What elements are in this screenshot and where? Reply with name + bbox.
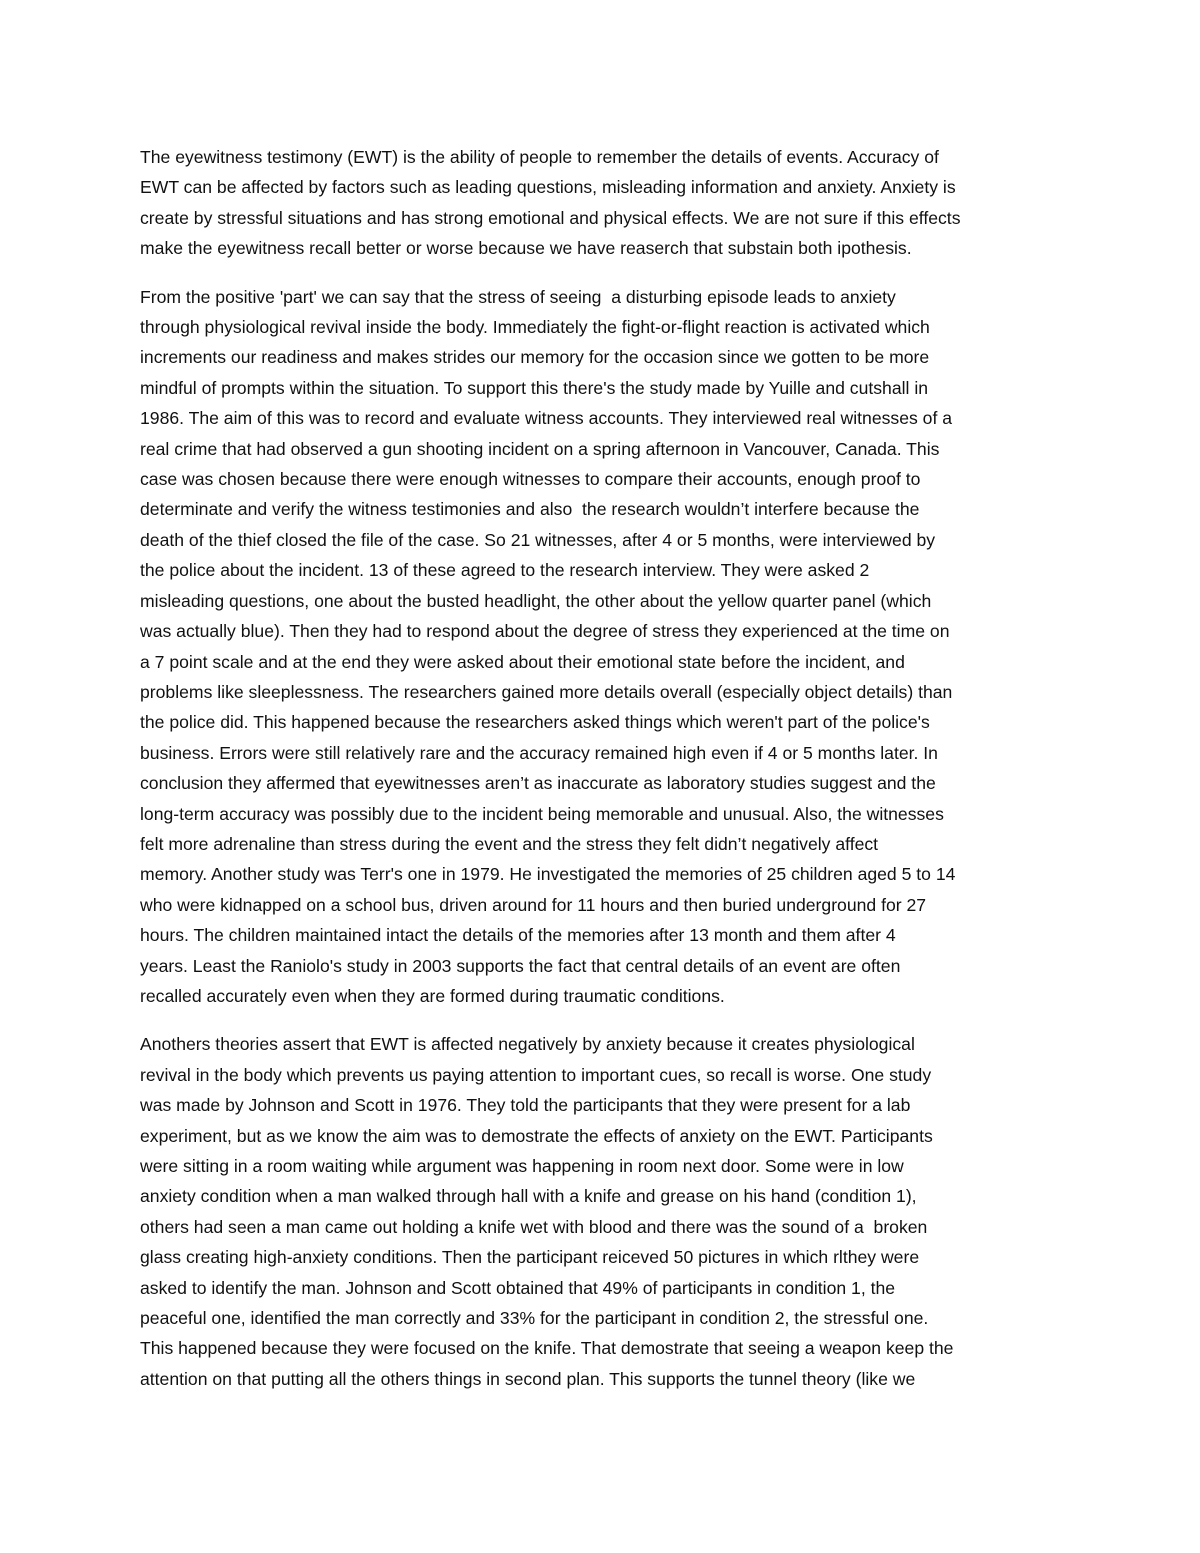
text-line: business. Errors were still relatively rare and the accuracy remained high even if 4 or 5 months later. In — [140, 742, 938, 763]
document-body — [140, 142, 1060, 1412]
paragraph — [140, 142, 1060, 264]
text-line: From the positive 'part' we can say that the stress of seeing a disturbing episode leads to anxiety — [140, 286, 896, 307]
text-line: create by stressful situations and has strong emotional and physical effects. We are not sure if this effects — [140, 207, 961, 228]
text-line: determinate and verify the witness testimonies and also the research wouldn’t interfere because the — [140, 499, 920, 520]
text-line: conclusion they affermed that eyewitnesses aren’t as inaccurate as laboratory studies suggest and the — [140, 773, 936, 794]
text-line: were sitting in a room waiting while argument was happening in room next door. Some were in low — [140, 1156, 904, 1176]
text-line: revival in the body which prevents us paying attention to important cues, so recall is worse. One study — [140, 1064, 932, 1085]
text-line: make the eyewitness recall better or worse because we have reaserch that substain both ipothesis. — [140, 238, 912, 259]
text-line: hours. The children maintained intact the details of the memories after 13 month and them after 4 — [140, 925, 896, 946]
text-line: misleading questions, one about the busted headlight, the other about the yellow quarter panel (which — [140, 590, 932, 611]
text-line: experiment, but as we know the aim was to demostrate the effects of anxiety on the EWT. Participants — [140, 1125, 933, 1146]
text-line: felt more adrenaline than stress during the event and the stress they felt didn’t negatively affect — [140, 833, 879, 854]
text-line: real crime that had observed a gun shooting incident on a spring afternoon in Vancouver, Canada. This — [140, 438, 940, 459]
text-line: memory. Another study was Terr's one in 1979. He investigated the memories of 25 children aged 5 to 14 — [140, 864, 956, 885]
text-line: the police did. This happened because the researchers asked things which weren't part of the police's — [140, 712, 930, 733]
text-line: mindful of prompts within the situation. To support this there's the study made by Yuille and cutshall in — [140, 377, 929, 398]
text-line: was made by Johnson and Scott in 1976. They told the participants that they were present for a lab — [140, 1095, 911, 1116]
text-line: peaceful one, identified the man correctly and 33% for the participant in condition 2, the stressful one. — [140, 1308, 929, 1329]
paragraph — [140, 1029, 1060, 1394]
text-line: Anothers theories assert that EWT is affected negatively by anxiety because it creates physiological — [140, 1034, 915, 1055]
text-line: case was chosen because there were enough witnesses to compare their accounts, enough proof to — [140, 469, 921, 490]
text-line: asked to identify the man. Johnson and Scott obtained that 49% of participants in condition 1, the — [140, 1277, 896, 1298]
paragraph — [140, 282, 1060, 1012]
text-line: increments our readiness and makes strides our memory for the occasion since we gotten to be more — [140, 347, 930, 368]
text-line: through physiological revival inside the body. Immediately the fight-or-flight reaction is activated which — [140, 317, 930, 338]
text-line: who were kidnapped on a school bus, driven around for 11 hours and then buried underground for 27 — [140, 894, 927, 915]
text-line: attention on that putting all the others things in second plan. This supports the tunnel theory (like we — [140, 1368, 916, 1389]
text-line: was actually blue). Then they had to respond about the degree of stress they experienced at the time on — [140, 621, 950, 642]
text-line: problems like sleeplessness. The researchers gained more details overall (especially object details) than — [140, 681, 953, 702]
text-line: anxiety condition when a man walked through hall with a knife and grease on his hand (condition 1), — [140, 1186, 917, 1207]
text-line: others had seen a man came out holding a knife wet with blood and there was the sound of a broken — [140, 1216, 928, 1237]
text-line: EWT can be affected by factors such as leading questions, misleading information and anxiety. Anxiety is — [140, 177, 956, 198]
text-line: the police about the incident. 13 of these agreed to the research interview. They were asked 2 — [140, 560, 870, 581]
text-line: 1986. The aim of this was to record and evaluate witness accounts. They interviewed real witnesses of a — [140, 408, 953, 429]
text-line: glass creating high-anxiety conditions. Then the participant reiceved 50 pictures in which rlthey were — [140, 1247, 920, 1268]
text-line: The eyewitness testimony (EWT) is the ability of people to remember the details of events. Accuracy of — [140, 147, 939, 167]
text-line: long-term accuracy was possibly due to the incident being memorable and unusual. Also, the witnesses — [140, 803, 944, 824]
text-line: recalled accurately even when they are formed during traumatic conditions. — [140, 985, 725, 1006]
text-line: years. Least the Raniolo's study in 2003 supports the fact that central details of an event are often — [140, 955, 901, 976]
text-line: death of the thief closed the file of the case. So 21 witnesses, after 4 or 5 months, were interviewed by — [140, 529, 936, 550]
text-line: a 7 point scale and at the end they were asked about their emotional state before the incident, and — [140, 651, 905, 672]
text-line: This happened because they were focused on the knife. That demostrate that seeing a weapon keep the — [140, 1338, 954, 1359]
